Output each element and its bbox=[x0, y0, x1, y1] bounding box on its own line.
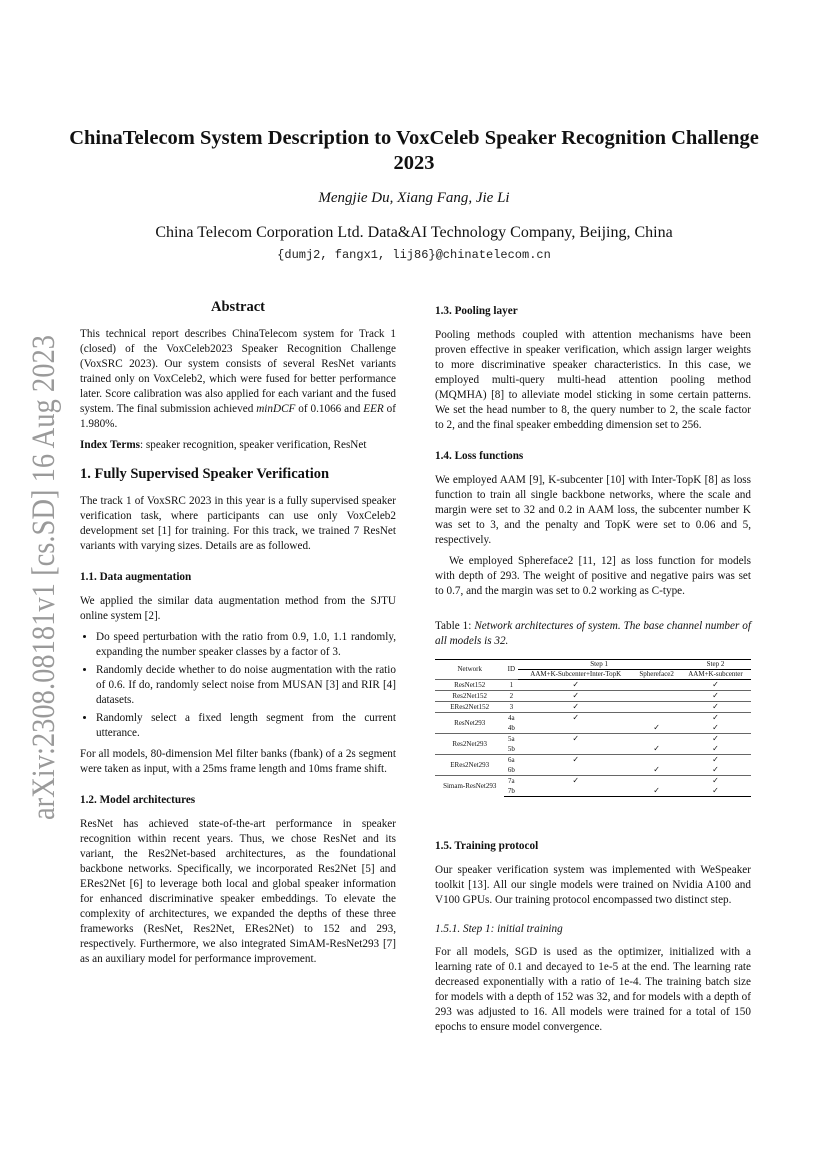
check-icon: ✓ bbox=[572, 755, 580, 764]
table-row bbox=[435, 691, 751, 702]
abstract-heading: Abstract bbox=[211, 299, 265, 315]
table-cell-aam bbox=[518, 702, 633, 713]
abstract-text-pre: This technical report describes ChinaTelecom system for Track 1 (closed) of the VoxCeleb2023 Speaker Recognition Challenge (VoxSRC 2023). Our system consists of several ResNet variants trained only on VoxCeleb2, which were fused for better performance later. Score calibration was also applied for each variant and the fused system. The final submission achieved bbox=[80, 328, 396, 415]
table-cell-aam bbox=[518, 786, 633, 797]
table-cell-id: 7a bbox=[504, 776, 518, 787]
paper-email: {dumj2, fangx1, lij86}@chinatelecom.cn bbox=[277, 248, 551, 262]
table-cell-network: ResNet293 bbox=[435, 713, 504, 734]
paper-authors: Mengjie Du, Xiang Fang, Jie Li bbox=[318, 190, 510, 206]
table-cell-sphereface2 bbox=[633, 755, 680, 766]
table-cell-aam bbox=[518, 713, 633, 724]
section-1-3-text: Pooling methods coupled with attention mechanisms have been proven effective in speaker verification, which assign larger weights to more discriminative speaker characteristics. In this case, we employed multi-query multi-head attention pooling method (MQMHA) [8] to alleviate model sticking in some certain patterns. We set the head number to 8, the query number to 2, the scale factor to 2, and the final speaker embedding dimension set to 256. bbox=[435, 329, 751, 431]
left-column bbox=[80, 300, 396, 973]
table-cell-sphereface2 bbox=[633, 691, 680, 702]
check-icon: ✓ bbox=[712, 744, 719, 753]
section-1-5-1-heading: 1.5.1. Step 1: initial training bbox=[435, 923, 563, 935]
table-cell-step2 bbox=[680, 691, 751, 702]
table-cell-id: 3 bbox=[504, 702, 518, 713]
table-cell-network: Simam-ResNet293 bbox=[435, 776, 504, 797]
table-header-id: ID bbox=[504, 660, 518, 680]
table-header-step2: Step 2 bbox=[680, 660, 751, 670]
table-cell-network: ERes2Net152 bbox=[435, 702, 504, 713]
table-cell-step2 bbox=[680, 744, 751, 755]
check-icon: ✓ bbox=[712, 765, 719, 774]
section-1-5-text: Our speaker verification system was implemented with WeSpeaker toolkit [13]. All our single models were trained on Nvidia A100 and V100 GPUs. Our training protocol encompassed two distinct step. bbox=[435, 864, 751, 906]
arxiv-watermark-svg bbox=[18, 330, 64, 830]
table-cell-id: 5b bbox=[507, 744, 515, 753]
arxiv-watermark-text: arXiv:2308.08181v1 [cs.SD] 16 Aug 2023 bbox=[26, 330, 62, 820]
table-cell-step2 bbox=[680, 702, 751, 713]
table-cell-step2 bbox=[680, 713, 751, 724]
table-cell-step2 bbox=[680, 723, 751, 734]
table-cell-aam bbox=[518, 691, 633, 702]
check-icon: ✓ bbox=[653, 744, 660, 753]
arxiv-watermark bbox=[18, 330, 64, 830]
table-cell-aam bbox=[518, 765, 633, 776]
table-cell-sphereface2 bbox=[633, 765, 680, 776]
table-header-step1: Step 1 bbox=[518, 660, 680, 670]
section-1-intro: The track 1 of VoxSRC 2023 in this year is a fully supervised speaker verification task, where participants can use only VoxCeleb2 development set [1] for training. For this track, we trained 7 ResNet variants with varying sizes. Details are as followed. bbox=[80, 495, 396, 552]
table-cell-id: 4b bbox=[507, 723, 515, 732]
table-row bbox=[435, 680, 751, 691]
table-row bbox=[435, 776, 751, 787]
table-row bbox=[435, 702, 751, 713]
check-icon: ✓ bbox=[712, 755, 719, 764]
abstract-metric-mindcf: minDCF bbox=[256, 403, 296, 415]
abstract-text-mid: of 0.1066 and bbox=[295, 403, 364, 415]
check-icon: ✓ bbox=[572, 680, 580, 689]
section-1-1-heading: 1.1. Data augmentation bbox=[80, 571, 192, 583]
section-1-5-1-text: For all models, SGD is used as the optimizer, initialized with a learning rate of 0.1 and decayed to 1e-5 at the end. The learning rate decreased exponentially with a ratio of 1e-4. The training batch size for models with a depth of 152 was 32, and for models with a depth of 293 was adjusted to 16. All models were trained for a total of 150 epochs to ensure model convergence. bbox=[435, 946, 751, 1033]
table-cell-aam bbox=[518, 755, 633, 766]
check-icon: ✓ bbox=[712, 702, 719, 711]
check-icon: ✓ bbox=[712, 680, 719, 689]
table-cell-sphereface2 bbox=[633, 680, 680, 691]
section-1-3-heading: 1.3. Pooling layer bbox=[435, 305, 518, 317]
section-1-2-heading: 1.2. Model architectures bbox=[80, 794, 196, 806]
table-cell-id: 1 bbox=[504, 680, 518, 691]
paper-title: ChinaTelecom System Description to VoxCeleb Speaker Recognition Challenge 2023 bbox=[69, 127, 759, 174]
list-item: • Do speed perturbation with the ratio from 0.9, 1.0, 1.1 randomly, expanding the number speaker classes by a factor of 3. bbox=[96, 630, 396, 660]
index-terms-label: Index Terms bbox=[80, 439, 140, 451]
table-cell-id: 5a bbox=[504, 734, 518, 745]
check-icon: ✓ bbox=[712, 691, 719, 700]
table-cell-sphereface2 bbox=[633, 786, 680, 797]
table-row bbox=[435, 713, 751, 724]
abstract-text bbox=[80, 327, 396, 432]
check-icon: ✓ bbox=[712, 723, 719, 732]
check-icon: ✓ bbox=[572, 691, 580, 700]
list-item: • Randomly decide whether to do noise augmentation with the ratio of 0.6. If do, randomly select noise from MUSAN [3] and RIR [4] datasets. bbox=[96, 663, 396, 708]
table-cell-sphereface2 bbox=[633, 702, 680, 713]
check-icon: ✓ bbox=[572, 713, 580, 722]
table-cell-id: 6b bbox=[507, 765, 515, 774]
abstract-text-post: of 1.980%. bbox=[80, 403, 396, 430]
table-1-caption-text: Network architectures of system. The base channel number of all models is 32. bbox=[435, 620, 751, 647]
table-cell-network: ResNet152 bbox=[435, 680, 504, 691]
table-1-caption bbox=[435, 619, 751, 649]
abstract-metric-eer: EER bbox=[363, 403, 384, 415]
table-row bbox=[435, 734, 751, 745]
check-icon: ✓ bbox=[572, 702, 580, 711]
table-cell-network: Res2Net152 bbox=[435, 691, 504, 702]
section-1-4-heading: 1.4. Loss functions bbox=[435, 450, 524, 462]
check-icon: ✓ bbox=[653, 786, 660, 795]
table-cell-step2 bbox=[680, 755, 751, 766]
index-terms bbox=[80, 438, 396, 453]
table-cell-network: Res2Net293 bbox=[435, 734, 504, 755]
table-cell-sphereface2 bbox=[633, 723, 680, 734]
check-icon: ✓ bbox=[653, 765, 660, 774]
table-cell-aam bbox=[518, 734, 633, 745]
table-cell-id: 2 bbox=[504, 691, 518, 702]
table-header-step2-loss: AAM+K-subcenter bbox=[680, 670, 751, 680]
table-cell-step2 bbox=[680, 776, 751, 787]
table-header-aam: AAM+K-Subcenter+Inter-TopK bbox=[518, 670, 633, 680]
table-cell-sphereface2 bbox=[633, 734, 680, 745]
check-icon: ✓ bbox=[712, 734, 719, 743]
check-icon: ✓ bbox=[712, 786, 719, 795]
check-icon: ✓ bbox=[712, 776, 719, 785]
table-1-body bbox=[435, 680, 751, 797]
table-cell-aam bbox=[518, 680, 633, 691]
check-icon: ✓ bbox=[712, 713, 719, 722]
paper-affiliation: China Telecom Corporation Ltd. Data&AI Technology Company, Beijing, China bbox=[155, 224, 673, 241]
table-cell-id: 4a bbox=[504, 713, 518, 724]
table-cell-sphereface2 bbox=[633, 744, 680, 755]
table-cell-aam bbox=[518, 723, 633, 734]
table-cell-aam bbox=[518, 744, 633, 755]
table-cell-step2 bbox=[680, 734, 751, 745]
table-cell-step2 bbox=[680, 786, 751, 797]
table-cell-aam bbox=[518, 776, 633, 787]
table-cell-id: 6a bbox=[504, 755, 518, 766]
table-1-caption-label: Table 1: bbox=[435, 620, 475, 632]
check-icon: ✓ bbox=[572, 734, 580, 743]
augmentation-list bbox=[80, 630, 396, 741]
section-1-4-p2: We employed Sphereface2 [11, 12] as loss function for models with depth of 293. The weight of positive and negative pairs was set to 0.7, and the margin was set to 0.2 working as C-type. bbox=[435, 555, 751, 597]
section-1-heading: 1. Fully Supervised Speaker Verification bbox=[80, 466, 330, 482]
section-1-4-p1: We employed AAM [9], K-subcenter [10] with Inter-TopK [8] as loss function to train all single backbone networks, where the scale and margin were set to 32 and 0.2 in AAM loss, the subcenter number K was set to 3, and the penalty and TopK were set to 0.06 and 5, respectively. bbox=[435, 474, 751, 546]
section-1-2-text: ResNet has achieved state-of-the-art performance in speaker recognition within recent years. Thus, we chose ResNet and its variant, the Res2Net-based architectures, as the foundational backbone networks. Specifically, we incorporated Res2Net [5] and ERes2Net [6] to leverage both local and global speaker information for enhanced discriminative speaker embeddings. To elevate the complexity of architectures, we expanded the depths of these three frameworks (ResNet, Res2Net, ERes2Net) to 152 and 293, respectively. Furthermore, we also integrated SimAM-ResNet293 [7] as an auxiliary model for performance improvement. bbox=[80, 818, 396, 965]
table-cell-sphereface2 bbox=[633, 776, 680, 787]
section-1-5-heading: 1.5. Training protocol bbox=[435, 840, 539, 852]
table-cell-id: 7b bbox=[504, 786, 518, 797]
check-icon: ✓ bbox=[653, 723, 660, 732]
table-row bbox=[435, 755, 751, 766]
table-1 bbox=[435, 659, 751, 797]
right-column bbox=[435, 300, 751, 1041]
check-icon: ✓ bbox=[572, 776, 580, 785]
table-cell-sphereface2 bbox=[633, 713, 680, 724]
table-header-network: Network bbox=[435, 660, 504, 680]
section-1-1-intro: We applied the similar data augmentation method from the SJTU online system [2]. bbox=[80, 595, 396, 622]
index-terms-text: : speaker recognition, speaker verification, ResNet bbox=[140, 439, 367, 451]
table-cell-step2 bbox=[680, 765, 751, 776]
section-1-1-outro: For all models, 80-dimension Mel filter banks (fbank) of a 2s segment were taken as input, with a 25ms frame length and 10ms frame shift. bbox=[80, 748, 396, 775]
list-item: • Randomly select a fixed length segment from the current utterance. bbox=[96, 711, 396, 741]
table-header-sphereface2: Sphereface2 bbox=[633, 670, 680, 680]
table-cell-step2 bbox=[680, 680, 751, 691]
table-cell-network: ERes2Net293 bbox=[435, 755, 504, 776]
